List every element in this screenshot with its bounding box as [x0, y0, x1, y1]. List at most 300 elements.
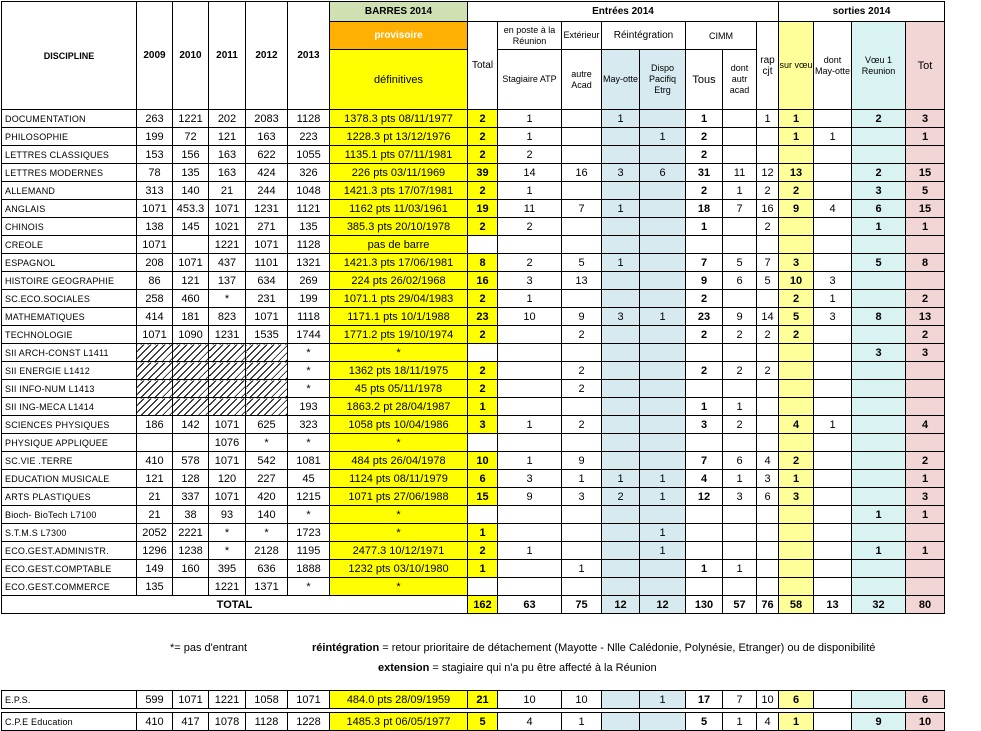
cell-mayotte: 1 — [602, 470, 640, 488]
cell-y2013: 1118 — [288, 308, 330, 326]
cell-total: 1 — [468, 398, 498, 416]
cell-y2012: 622 — [246, 146, 288, 164]
cell-total: 2 — [468, 110, 498, 128]
cell-dont-mayotte — [814, 254, 852, 272]
cell-y2010: 2221 — [173, 524, 209, 542]
cell-autre-acad: 1 — [562, 470, 602, 488]
cell-y2012: 1058 — [246, 691, 288, 709]
cell-cimm-tous: 1 — [686, 398, 723, 416]
cell-y2011: 120 — [209, 470, 246, 488]
cell-tot: 5 — [906, 182, 945, 200]
cell-autre-acad: 1 — [562, 713, 602, 731]
cell-y2011 — [209, 344, 246, 362]
cell-y2011: 1076 — [209, 434, 246, 452]
cell-y2013: * — [288, 362, 330, 380]
cell-y2012: 1101 — [246, 254, 288, 272]
cell-total: 5 — [468, 713, 498, 731]
cell-discipline: C.P.E Education — [2, 713, 137, 731]
cell-autre-acad — [562, 218, 602, 236]
cell-cimm-tous: 31 — [686, 164, 723, 182]
table-row — [2, 434, 945, 452]
cell-voeu1: 8 — [852, 308, 906, 326]
eps-table — [1, 690, 945, 709]
cell-dont-mayotte — [814, 434, 852, 452]
cell-dispo: 1 — [640, 308, 686, 326]
cell-sur-voeu — [779, 218, 814, 236]
cell-sur-voeu — [779, 398, 814, 416]
cell-voeu1 — [852, 416, 906, 434]
cell-barre: 1863.2 pt 28/04/1987 — [330, 398, 468, 416]
cell-tot: 2 — [906, 326, 945, 344]
total-cell: 76 — [757, 596, 779, 614]
cell-autre-acad — [562, 344, 602, 362]
cell-dont-mayotte — [814, 560, 852, 578]
cell-y2009: 135 — [137, 578, 173, 596]
cell-y2011 — [209, 398, 246, 416]
cell-barre: 226 pts 03/11/1969 — [330, 164, 468, 182]
cell-discipline: EDUCATION MUSICALE — [2, 470, 137, 488]
cell-y2009 — [137, 380, 173, 398]
cell-y2009: 1071 — [137, 326, 173, 344]
cell-y2010 — [173, 434, 209, 452]
table-row — [2, 164, 945, 182]
cell-sur-voeu — [779, 146, 814, 164]
cell-dont-mayotte — [814, 398, 852, 416]
year-2011-header: 2011 — [209, 2, 246, 110]
cell-rap-cjt: 2 — [757, 326, 779, 344]
cell-cimm-autr-acad: 3 — [723, 488, 757, 506]
cell-sur-voeu: 1 — [779, 713, 814, 731]
cell-y2013: 1195 — [288, 542, 330, 560]
cell-sur-voeu: 1 — [779, 128, 814, 146]
cell-y2013: 135 — [288, 218, 330, 236]
cell-y2013: * — [288, 578, 330, 596]
cell-cimm-autr-acad: 7 — [723, 691, 757, 709]
cell-y2012: 163 — [246, 128, 288, 146]
year-2010-header: 2010 — [173, 2, 209, 110]
cell-y2011: 1071 — [209, 200, 246, 218]
cell-voeu1: 6 — [852, 200, 906, 218]
total-header: Total — [468, 22, 498, 110]
cell-stagiaire-atp: 3 — [498, 272, 562, 290]
cell-cimm-tous: 2 — [686, 146, 723, 164]
cell-sur-voeu: 5 — [779, 308, 814, 326]
cell-rap-cjt — [757, 578, 779, 596]
cell-tot: 3 — [906, 488, 945, 506]
cell-barre: 1228.3 pt 13/12/1976 — [330, 128, 468, 146]
cell-discipline: S.T.M.S L7300 — [2, 524, 137, 542]
cell-y2013: 323 — [288, 416, 330, 434]
cell-discipline: CHINOIS — [2, 218, 137, 236]
cell-tot — [906, 434, 945, 452]
total-cell: 63 — [498, 596, 562, 614]
cell-y2010: 1071 — [173, 254, 209, 272]
cell-y2011 — [209, 380, 246, 398]
cell-cimm-tous: 5 — [686, 713, 723, 731]
cell-voeu1 — [852, 452, 906, 470]
cell-barre: 1362 pts 18/11/1975 — [330, 362, 468, 380]
cell-y2010: 156 — [173, 146, 209, 164]
cell-total: 2 — [468, 128, 498, 146]
cell-tot — [906, 524, 945, 542]
cell-cimm-autr-acad — [723, 434, 757, 452]
cell-discipline: HISTOIRE GEOGRAPHIE — [2, 272, 137, 290]
cell-y2011: 93 — [209, 506, 246, 524]
cell-y2011: 137 — [209, 272, 246, 290]
cell-total — [468, 344, 498, 362]
cell-y2013: 1744 — [288, 326, 330, 344]
cell-y2013: 269 — [288, 272, 330, 290]
table-row — [2, 254, 945, 272]
cell-discipline: ECO.GEST.COMPTABLE — [2, 560, 137, 578]
cell-autre-acad — [562, 506, 602, 524]
cell-y2011: 1221 — [209, 236, 246, 254]
cell-barre: 2477.3 10/12/1971 — [330, 542, 468, 560]
cell-dont-mayotte — [814, 578, 852, 596]
cell-cimm-autr-acad: 9 — [723, 308, 757, 326]
cell-y2010: 1238 — [173, 542, 209, 560]
cell-autre-acad: 2 — [562, 416, 602, 434]
cell-discipline: ESPAGNOL — [2, 254, 137, 272]
cell-y2013: 1723 — [288, 524, 330, 542]
cell-dispo — [640, 434, 686, 452]
cell-autre-acad — [562, 542, 602, 560]
year-2012-header: 2012 — [246, 2, 288, 110]
cell-y2009: 86 — [137, 272, 173, 290]
cell-total: 3 — [468, 416, 498, 434]
cell-y2012: 424 — [246, 164, 288, 182]
cell-sur-voeu — [779, 524, 814, 542]
cell-mayotte — [602, 524, 640, 542]
table-row — [2, 506, 945, 524]
cell-dont-mayotte: 1 — [814, 416, 852, 434]
cell-y2013: * — [288, 344, 330, 362]
cell-y2013: 1081 — [288, 452, 330, 470]
table-row — [2, 488, 945, 506]
cell-dont-mayotte — [814, 146, 852, 164]
cell-tot — [906, 380, 945, 398]
cell-y2009: 1296 — [137, 542, 173, 560]
cell-dont-mayotte — [814, 713, 852, 731]
cell-dispo: 1 — [640, 691, 686, 709]
cell-dispo — [640, 110, 686, 128]
cell-y2012 — [246, 344, 288, 362]
cell-discipline: SC.ECO.SOCIALES — [2, 290, 137, 308]
cell-y2013: 1888 — [288, 560, 330, 578]
cell-total: 2 — [468, 218, 498, 236]
stagiaire-atp-header: Stagiaire ATP — [498, 50, 562, 110]
cell-autre-acad: 13 — [562, 272, 602, 290]
total-cell: 32 — [852, 596, 906, 614]
cell-total: 2 — [468, 182, 498, 200]
definitives-header: définitives — [330, 50, 468, 110]
tous-header: Tous — [686, 50, 723, 110]
cell-y2012: 636 — [246, 560, 288, 578]
cell-dispo — [640, 398, 686, 416]
cell-mayotte: 3 — [602, 164, 640, 182]
exterieur-header: Extérieur — [562, 22, 602, 50]
cell-barre: 1771.2 pts 19/10/1974 — [330, 326, 468, 344]
table-row — [2, 290, 945, 308]
cell-dispo: 1 — [640, 542, 686, 560]
cell-y2012: 140 — [246, 506, 288, 524]
cell-dont-mayotte — [814, 182, 852, 200]
cell-barre: * — [330, 578, 468, 596]
cell-voeu1 — [852, 362, 906, 380]
sorties-2014-header: sorties 2014 — [779, 2, 945, 22]
cell-total: 1 — [468, 560, 498, 578]
extension-note-label: extension — [378, 662, 430, 674]
cell-total — [468, 434, 498, 452]
mayotte-header: May-otte — [602, 50, 640, 110]
cell-discipline: ARTS PLASTIQUES — [2, 488, 137, 506]
cell-voeu1 — [852, 326, 906, 344]
cell-total: 1 — [468, 524, 498, 542]
cell-mayotte: 2 — [602, 488, 640, 506]
cell-voeu1: 3 — [852, 344, 906, 362]
cell-tot: 1 — [906, 506, 945, 524]
cell-y2009: 138 — [137, 218, 173, 236]
cell-barre: 1232 pts 03/10/1980 — [330, 560, 468, 578]
cell-total: 2 — [468, 326, 498, 344]
cell-discipline: SII ING-MECA L1414 — [2, 398, 137, 416]
cell-y2010: 578 — [173, 452, 209, 470]
cell-total: 39 — [468, 164, 498, 182]
cell-y2011: * — [209, 542, 246, 560]
cell-dispo — [640, 326, 686, 344]
cell-autre-acad — [562, 524, 602, 542]
cell-dont-mayotte — [814, 452, 852, 470]
cell-barre: 484.0 pts 28/09/1959 — [330, 691, 468, 709]
cell-y2012 — [246, 398, 288, 416]
cell-y2009 — [137, 398, 173, 416]
cell-voeu1 — [852, 380, 906, 398]
cell-cimm-tous — [686, 380, 723, 398]
table-row — [2, 146, 945, 164]
cell-tot — [906, 362, 945, 380]
cell-dispo — [640, 218, 686, 236]
cell-cimm-tous: 7 — [686, 254, 723, 272]
cell-tot: 1 — [906, 470, 945, 488]
table-row — [2, 308, 945, 326]
cell-mayotte: 1 — [602, 200, 640, 218]
cell-cimm-autr-acad — [723, 128, 757, 146]
cell-y2012: 1071 — [246, 236, 288, 254]
cell-tot: 4 — [906, 416, 945, 434]
cell-dispo — [640, 578, 686, 596]
cell-barre: * — [330, 506, 468, 524]
cell-y2011: 21 — [209, 182, 246, 200]
cell-rap-cjt — [757, 128, 779, 146]
cell-y2009: 414 — [137, 308, 173, 326]
table-row — [2, 713, 945, 731]
cell-voeu1: 1 — [852, 542, 906, 560]
cell-y2012: 1371 — [246, 578, 288, 596]
cell-y2009: 21 — [137, 488, 173, 506]
cell-cimm-tous: 2 — [686, 128, 723, 146]
cell-autre-acad — [562, 290, 602, 308]
cell-cimm-autr-acad: 1 — [723, 182, 757, 200]
cell-barre: * — [330, 524, 468, 542]
cell-stagiaire-atp — [498, 398, 562, 416]
cell-mayotte — [602, 560, 640, 578]
cell-y2012: * — [246, 434, 288, 452]
dont-mayotte-header: dont May-otte — [814, 22, 852, 110]
cell-sur-voeu: 9 — [779, 200, 814, 218]
cell-tot: 1 — [906, 128, 945, 146]
cell-cimm-tous: 2 — [686, 362, 723, 380]
cell-dispo — [640, 290, 686, 308]
cell-sur-voeu — [779, 380, 814, 398]
cell-cimm-tous — [686, 542, 723, 560]
cell-rap-cjt — [757, 434, 779, 452]
cell-autre-acad: 9 — [562, 308, 602, 326]
cell-stagiaire-atp — [498, 380, 562, 398]
cell-tot — [906, 398, 945, 416]
table-row — [2, 326, 945, 344]
cell-tot — [906, 272, 945, 290]
cell-discipline: SII INFO-NUM L1413 — [2, 380, 137, 398]
cell-dont-mayotte — [814, 691, 852, 709]
cell-tot: 2 — [906, 452, 945, 470]
cell-dont-mayotte: 4 — [814, 200, 852, 218]
cell-discipline: SII ARCH-CONST L1411 — [2, 344, 137, 362]
cell-y2010: 181 — [173, 308, 209, 326]
cell-rap-cjt: 7 — [757, 254, 779, 272]
cell-dispo: 6 — [640, 164, 686, 182]
cell-autre-acad — [562, 146, 602, 164]
cell-y2012: 227 — [246, 470, 288, 488]
cell-voeu1 — [852, 146, 906, 164]
cell-cimm-autr-acad: 1 — [723, 470, 757, 488]
cell-mayotte: 1 — [602, 110, 640, 128]
table-row — [2, 272, 945, 290]
cell-y2011: 1071 — [209, 488, 246, 506]
cell-total: 6 — [468, 470, 498, 488]
cell-dispo — [640, 272, 686, 290]
cell-y2010: 135 — [173, 164, 209, 182]
table-row — [2, 560, 945, 578]
cell-y2009: 313 — [137, 182, 173, 200]
cell-rap-cjt: 10 — [757, 691, 779, 709]
cell-dont-mayotte — [814, 344, 852, 362]
cell-dispo — [640, 362, 686, 380]
table-row — [2, 218, 945, 236]
cell-stagiaire-atp: 1 — [498, 128, 562, 146]
cell-y2010: 160 — [173, 560, 209, 578]
rap-cjt-header: rap cjt — [757, 22, 779, 110]
cell-barre: * — [330, 344, 468, 362]
cell-y2013: 45 — [288, 470, 330, 488]
cell-stagiaire-atp — [498, 344, 562, 362]
reintegration-note-label: réintégration — [312, 642, 380, 654]
cell-mayotte — [602, 434, 640, 452]
cell-barre: 1171.1 pts 10/1/1988 — [330, 308, 468, 326]
cell-dispo — [640, 506, 686, 524]
cell-cimm-autr-acad: 5 — [723, 254, 757, 272]
table-row — [2, 344, 945, 362]
cell-total: 8 — [468, 254, 498, 272]
table-row — [2, 236, 945, 254]
year-2013-header: 2013 — [288, 2, 330, 110]
cell-y2010: 121 — [173, 272, 209, 290]
cell-y2009: 21 — [137, 506, 173, 524]
cell-y2010 — [173, 344, 209, 362]
table-row — [2, 398, 945, 416]
cell-barre: 484 pts 26/04/1978 — [330, 452, 468, 470]
cell-dispo: 1 — [640, 128, 686, 146]
cell-cimm-autr-acad: 11 — [723, 164, 757, 182]
cell-stagiaire-atp — [498, 326, 562, 344]
cell-discipline: SCIENCES PHYSIQUES — [2, 416, 137, 434]
cell-discipline: PHILOSOPHIE — [2, 128, 137, 146]
cell-dont-mayotte: 3 — [814, 272, 852, 290]
cell-y2012: 625 — [246, 416, 288, 434]
cell-total — [468, 578, 498, 596]
entrees-2014-header: Entrées 2014 — [468, 2, 779, 22]
sur-voeu-header: sur vœu — [779, 22, 814, 110]
cell-cimm-tous — [686, 578, 723, 596]
total-cell: 80 — [906, 596, 945, 614]
cell-y2013: 193 — [288, 398, 330, 416]
cell-y2010 — [173, 236, 209, 254]
year-2009-header: 2009 — [137, 2, 173, 110]
tot-header: Tot — [906, 22, 945, 110]
cell-stagiaire-atp: 10 — [498, 691, 562, 709]
cell-dispo: 1 — [640, 470, 686, 488]
cell-y2010: 337 — [173, 488, 209, 506]
cell-autre-acad: 9 — [562, 452, 602, 470]
cell-cimm-autr-acad — [723, 524, 757, 542]
cell-discipline: E.P.S. — [2, 691, 137, 709]
cell-autre-acad — [562, 110, 602, 128]
cell-cimm-tous: 12 — [686, 488, 723, 506]
cell-stagiaire-atp — [498, 578, 562, 596]
table-row — [2, 578, 945, 596]
cell-sur-voeu — [779, 434, 814, 452]
cell-discipline: CREOLE — [2, 236, 137, 254]
cell-stagiaire-atp: 1 — [498, 110, 562, 128]
cell-discipline: LETTRES CLASSIQUES — [2, 146, 137, 164]
cell-cimm-autr-acad — [723, 380, 757, 398]
cell-barre: 385.3 pts 20/10/1978 — [330, 218, 468, 236]
cell-stagiaire-atp: 2 — [498, 146, 562, 164]
table-row — [2, 470, 945, 488]
cell-total: 2 — [468, 290, 498, 308]
cell-dispo — [640, 200, 686, 218]
table-row — [2, 128, 945, 146]
cell-y2011: 1221 — [209, 691, 246, 709]
total-row — [2, 596, 945, 614]
cell-mayotte — [602, 578, 640, 596]
cpe-table — [1, 712, 945, 731]
cell-cimm-autr-acad — [723, 344, 757, 362]
cell-cimm-autr-acad: 6 — [723, 452, 757, 470]
cell-total: 2 — [468, 362, 498, 380]
cell-tot: 3 — [906, 110, 945, 128]
cell-y2009: 186 — [137, 416, 173, 434]
cell-rap-cjt — [757, 146, 779, 164]
cell-y2010: 140 — [173, 182, 209, 200]
cell-mayotte — [602, 452, 640, 470]
cell-mayotte — [602, 326, 640, 344]
cell-dont-mayotte: 3 — [814, 308, 852, 326]
cell-stagiaire-atp: 1 — [498, 416, 562, 434]
total-label: TOTAL — [2, 596, 468, 614]
cell-rap-cjt — [757, 542, 779, 560]
cell-y2012: 420 — [246, 488, 288, 506]
cell-stagiaire-atp: 1 — [498, 452, 562, 470]
